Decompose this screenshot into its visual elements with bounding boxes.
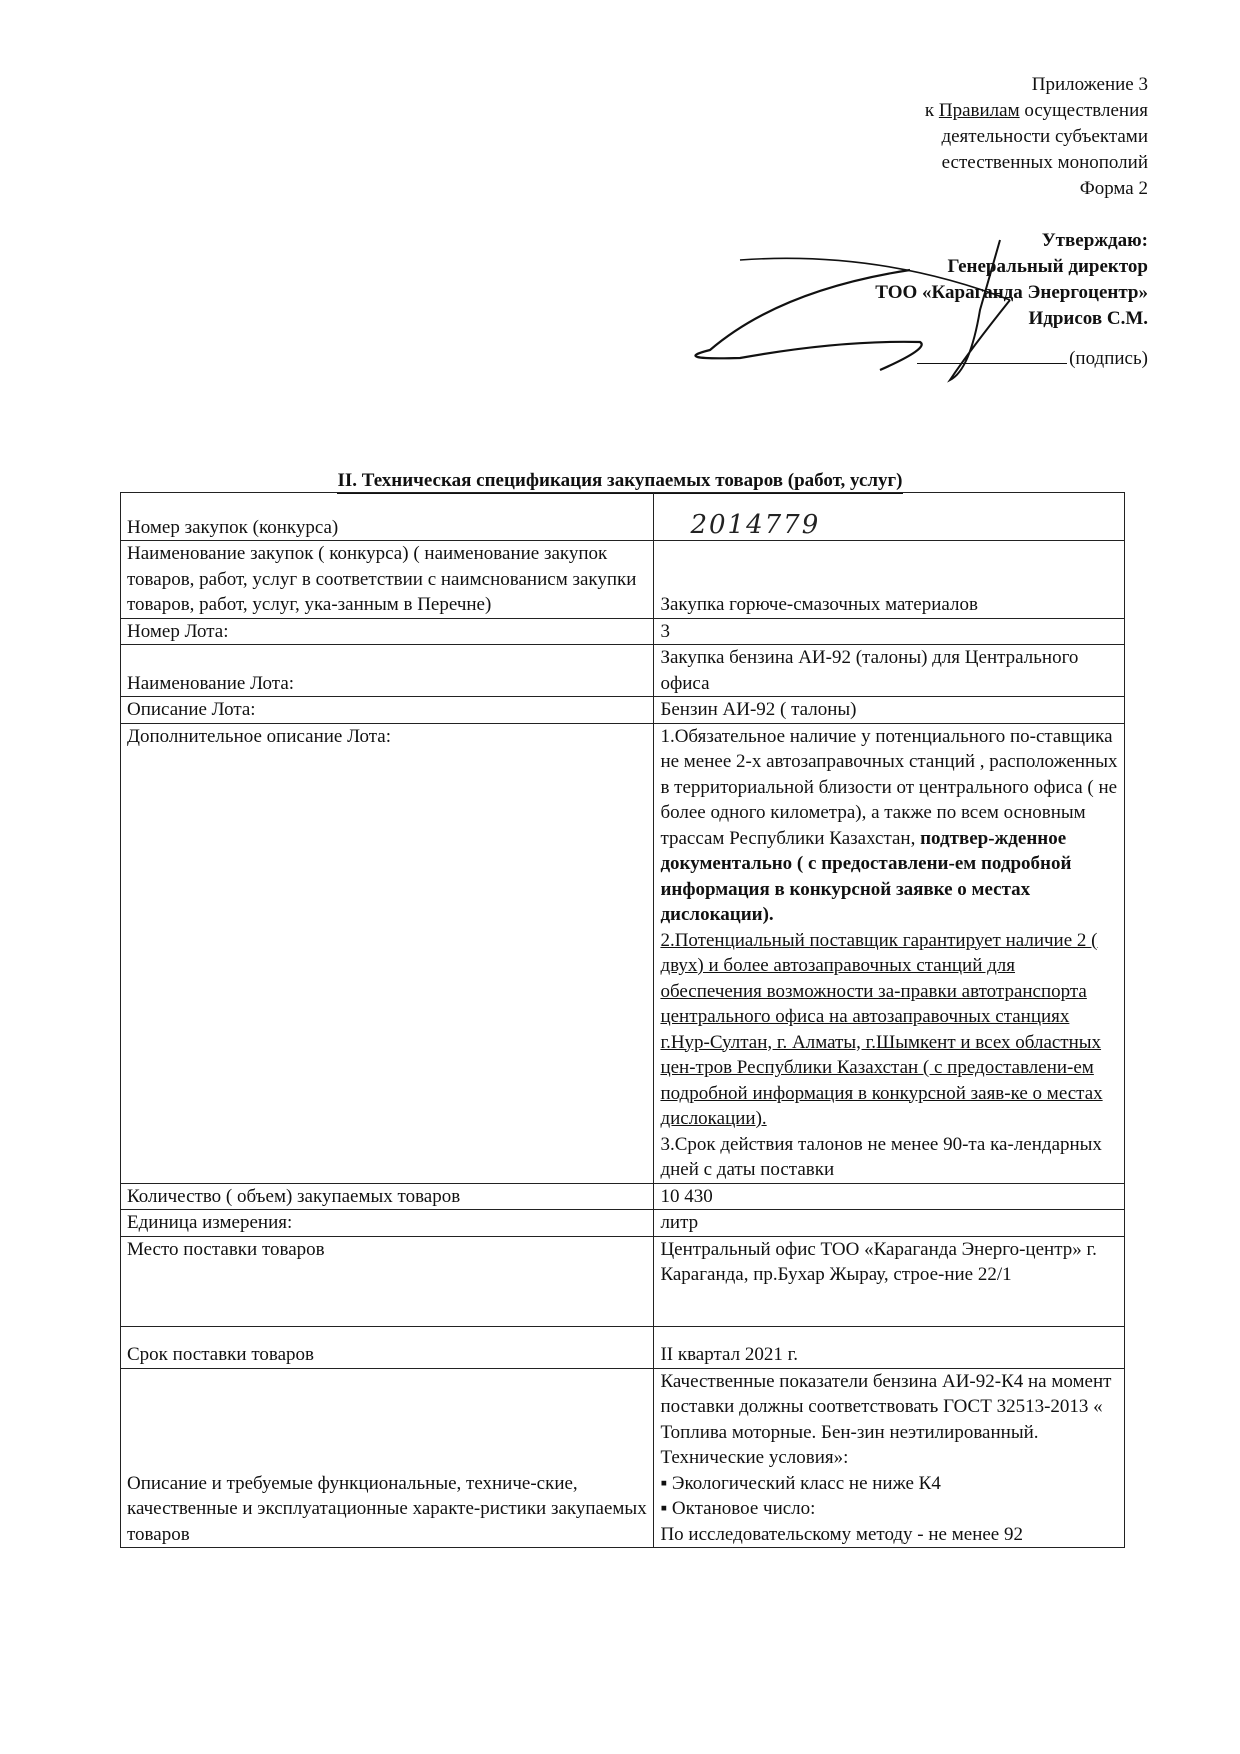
table-row bbox=[121, 1183, 1125, 1210]
spec-table bbox=[120, 492, 1125, 1548]
row-value bbox=[654, 493, 1125, 541]
quantity-value: 10 430 bbox=[654, 1183, 1125, 1210]
table-row bbox=[121, 541, 1125, 619]
row-label: Место поставки товаров bbox=[121, 1236, 654, 1326]
appendix-text: осуществления bbox=[1019, 100, 1148, 121]
approval-block bbox=[875, 228, 1148, 332]
table-row bbox=[121, 697, 1125, 724]
table-row bbox=[121, 1326, 1125, 1368]
delivery-place: Центральный офис ТОО «Караганда Энерго-центр» г. Караганда, пр.Бухар Жырау, строе-ние 22/1 bbox=[654, 1236, 1125, 1326]
row-label: Наименование Лота: bbox=[121, 645, 654, 697]
procurement-number: 2014779 bbox=[690, 509, 821, 540]
row-label: Описание Лота: bbox=[121, 697, 654, 724]
lot-description: Бензин АИ-92 ( талоны) bbox=[654, 697, 1125, 724]
unit-value: литр bbox=[654, 1210, 1125, 1237]
characteristics-line: По исследовательскому методу - не менее 92 bbox=[660, 1523, 1023, 1545]
approval-heading: Утверждаю: bbox=[1041, 230, 1148, 251]
appendix-text: к bbox=[924, 100, 939, 121]
characteristics-line: ▪ Октановое число: bbox=[660, 1498, 816, 1519]
row-label: Дополнительное описание Лота: bbox=[121, 723, 654, 1183]
table-row bbox=[121, 1368, 1125, 1548]
table-row bbox=[121, 618, 1125, 645]
lot-number: 3 bbox=[654, 618, 1125, 645]
row-label: Срок поставки товаров bbox=[121, 1326, 654, 1368]
rules-link[interactable]: Правилам bbox=[938, 100, 1020, 121]
table-row bbox=[121, 723, 1125, 1183]
row-label: Наименование закупок ( конкурса) ( наименование закупок товаров, работ, услуг в соответствии с наимснованисм закупки товаров, работ, услуг, ука-занным в Перечне) bbox=[121, 541, 654, 619]
requirement-2: 2.Потенциальный поставщик гарантирует наличие 2 ( двух) и более автозаправочных станций для обеспечения возможности за-правки автотранспорта центрального офиса на автозаправочных станциях г.Нур-Султан, г. Алматы, г.Шымкент и всех областных цен-тров Республики Казахстан ( с предоставлени-ем подробной информация в конкурсной заяв-ке о местах дислокации). bbox=[660, 929, 1103, 1129]
section-title bbox=[0, 470, 1240, 492]
lot-name: Закупка бензина АИ-92 (талоны) для Центрального офиса bbox=[654, 645, 1125, 697]
appendix-line: деятельности субъектами bbox=[941, 126, 1148, 147]
requirement-1-text: 1.Обязательное наличие у потенциального по-ставщика не менее 2-х автозаправочных станций , расположенных в территориальной близости от центрального офиса ( не более одного километра), а также по всем основным трассам Республики Казахстан, bbox=[660, 725, 1118, 849]
row-label: Номер Лота: bbox=[121, 618, 654, 645]
signature-blank bbox=[917, 363, 1067, 364]
appendix-line bbox=[925, 98, 1148, 124]
approver-company: ТОО «Караганда Энергоцентр» bbox=[875, 282, 1148, 303]
requirement-1-bold: подтвер-жденное документально ( с предоставлени-ем подробной информация в конкурсной заявке о местах дислокации). bbox=[660, 827, 1072, 925]
delivery-term: II квартал 2021 г. bbox=[654, 1326, 1125, 1368]
form-number: Форма 2 bbox=[1079, 178, 1148, 199]
table-row bbox=[121, 1210, 1125, 1237]
section-title-text: II. Техническая спецификация закупаемых товаров (работ, услуг) bbox=[337, 470, 902, 494]
signature-label: (подпись) bbox=[1069, 348, 1148, 369]
table-row bbox=[121, 645, 1125, 697]
characteristics-line: ▪ Экологический класс не ниже К4 bbox=[660, 1472, 941, 1494]
characteristics-line: Качественные показатели бензина АИ-92-К4 на момент поставки должны соответствовать ГОСТ 32513-2013 « Топлива моторные. Бен-зин неэтилированный. Технические условия»: bbox=[660, 1370, 1112, 1468]
row-label: Единица измерения: bbox=[121, 1210, 654, 1237]
appendix-header bbox=[925, 72, 1148, 202]
row-label: Номер закупок (конкурса) bbox=[121, 493, 654, 541]
row-label: Количество ( объем) закупаемых товаров bbox=[121, 1183, 654, 1210]
signature-line bbox=[917, 348, 1148, 370]
characteristics bbox=[654, 1368, 1125, 1548]
approver-name: Идрисов С.М. bbox=[1028, 308, 1148, 329]
additional-description bbox=[654, 723, 1125, 1183]
approver-position: Генеральный директор bbox=[947, 256, 1148, 277]
appendix-line: Приложение 3 bbox=[1031, 74, 1148, 95]
row-value: Закупка горюче-смазочных материалов bbox=[654, 541, 1125, 619]
table-row bbox=[121, 493, 1125, 541]
row-label: Описание и требуемые функциональные, техниче-ские, качественные и эксплуатационные характе-ристики закупаемых товаров bbox=[121, 1368, 654, 1548]
requirement-3: 3.Срок действия талонов не менее 90-та ка-лендарных дней с даты поставки bbox=[660, 1133, 1102, 1180]
appendix-line: естественных монополий bbox=[941, 152, 1148, 173]
table-row bbox=[121, 1236, 1125, 1326]
